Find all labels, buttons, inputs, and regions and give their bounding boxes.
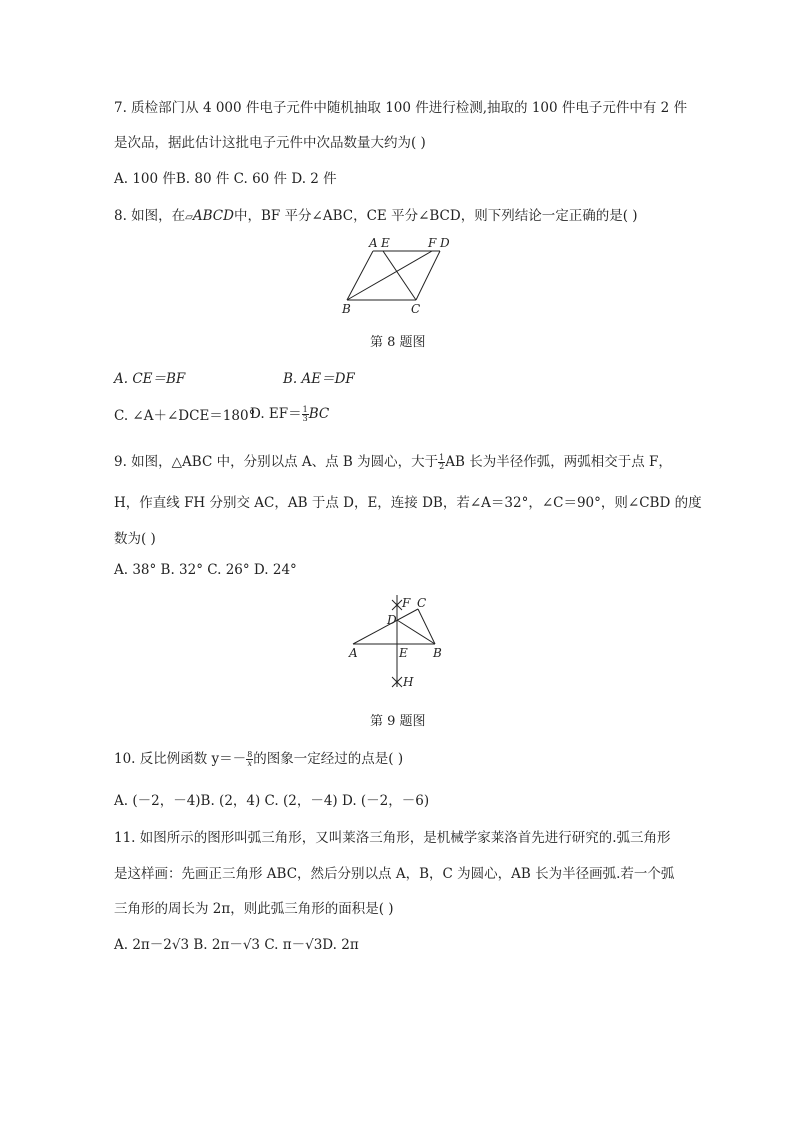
q9-line1 [114, 450, 672, 471]
q9-line1-prefix: 9. 如图，△ABC 中，分别以点 A、点 B 为圆心，大于 [114, 454, 439, 470]
q8-label-a: A [369, 236, 378, 250]
q8-fraction-denominator: 3 [302, 414, 308, 423]
q8-option-d [250, 402, 329, 423]
q8-label-f: F [428, 236, 437, 250]
q9-line3: 数为( ) [114, 531, 156, 547]
q7-line2: 是次品，据此估计这批电子元件中次品数量大约为( ) [114, 135, 426, 151]
q8-option-d-suffix: BC [308, 406, 330, 422]
q9-line2: H，作直线 FH 分别交 AC，AB 于点 D，E，连接 DB，若∠A＝32°，∠C＝90°，则∠CBD 的度 [114, 495, 702, 511]
q8-option-d-prefix: D. EF＝ [250, 406, 302, 422]
q9-options: A. 38° B. 32° C. 26° D. 24° [114, 562, 297, 578]
q9-line1-suffix: AB 长为半径作弧，两弧相交于点 F， [445, 454, 672, 470]
q10-stem-prefix: 10. 反比例函数 y＝－ [114, 751, 247, 767]
q8-option-d-fraction [302, 406, 309, 423]
q8-fraction-numerator: 1 [302, 405, 308, 414]
q11-line3: 三角形的周长为 2π，则此弧三角形的面积是( ) [114, 901, 394, 917]
q8-option-c: C. ∠A＋∠DCE＝180° [114, 408, 256, 424]
q11-line2: 是这样画：先画正三角形 ABC，然后分别以点 A，B，C 为圆心，AB 长为半径画弧.若一个弧 [114, 866, 675, 882]
q8-stem-suffix: 中，BF 平分∠ABC，CE 平分∠BCD，则下列结论一定正确的是( ) [233, 208, 638, 224]
q7-options: A. 100 件B. 80 件 C. 60 件 D. 2 件 [114, 171, 337, 187]
q9-fraction-denominator: 2 [439, 462, 445, 471]
q11-line1: 11. 如图所示的图形叫弧三角形，又叫莱洛三角形，是机械学家莱洛首先进行研究的.弧三角形 [114, 830, 671, 846]
q8-stem-prefix: 8. 如图，在 [114, 208, 186, 224]
q10-fraction-numerator: 8 [247, 750, 253, 759]
q9-label-e: E [399, 646, 408, 660]
q11-options: A. 2π－2√3 B. 2π－√3 C. π－√3D. 2π [114, 937, 359, 953]
q9-label-h: H [403, 675, 414, 689]
q8-option-a: A. CE＝BF [114, 371, 186, 387]
q8-label-e: E [381, 236, 390, 250]
q8-stem [114, 204, 638, 224]
q8-figure [336, 234, 460, 320]
q9-label-b: B [433, 646, 442, 660]
q8-label-b: B [342, 302, 351, 316]
q9-label-d: D [387, 613, 397, 627]
q9-figure [342, 590, 452, 690]
q10-fraction-denominator: x [247, 759, 252, 768]
q8-stem-shape: ABCD [192, 208, 234, 224]
q8-caption: 第 8 题图 [370, 335, 426, 350]
q7-line1: 7. 质检部门从 4 000 件电子元件中随机抽取 100 件进行检测,抽取的 100 件电子元件中有 2 件 [114, 100, 688, 116]
q9-label-c: C [417, 596, 427, 610]
q8-label-c: C [411, 302, 421, 316]
q9-segment-ac [353, 609, 418, 644]
q10-stem-suffix: 的图象一定经过的点是( ) [253, 751, 404, 767]
q9-label-a: A [349, 646, 358, 660]
parallelogram-icon: ▱ [185, 212, 193, 223]
q9-label-f: F [402, 596, 411, 610]
q10-options: A. (－2，－4)B. (2，4) C. (2，－4) D. (－2，－6) [114, 793, 430, 809]
q10-stem [114, 747, 403, 768]
q9-fraction-numerator: 1 [439, 453, 445, 462]
q8-option-b: B. AE＝DF [283, 371, 355, 387]
q8-label-d: D [440, 236, 450, 250]
q8-segment-ce [383, 251, 416, 300]
q9-caption: 第 9 题图 [370, 714, 426, 729]
